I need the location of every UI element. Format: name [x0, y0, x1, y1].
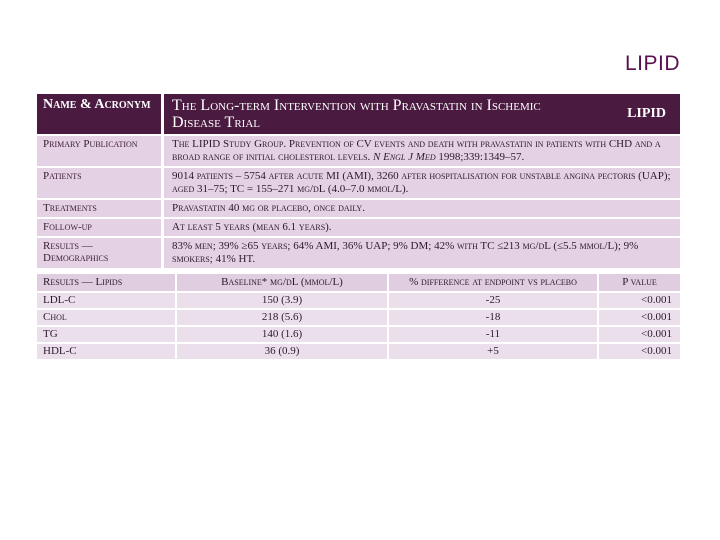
lipids-header-pvalue: P value: [599, 274, 680, 291]
patients-label: Patients: [37, 168, 164, 198]
lipid-pvalue: <0.001: [599, 310, 680, 325]
treatments-value: Pravastatin 40 mg or placebo, once daily.: [164, 200, 680, 217]
followup-row: [37, 219, 680, 236]
publication-journal: N Engl J Med: [373, 151, 436, 163]
table-row: [37, 310, 680, 325]
lipid-baseline: 140 (1.6): [177, 327, 387, 342]
trial-acronym: LIPID: [582, 94, 680, 134]
table-row: [37, 293, 680, 308]
table-row: [37, 344, 680, 359]
patients-value: 9014 patients – 5754 after acute MI (AMI), 3260 after hospitalisation for unstable angina pectoris (UAP); aged 31–75; TC = 155–271 mg/dL (4.0–7.0 mmol/L).: [164, 168, 680, 198]
publication-text: The LIPID Study Group. Prevention of CV events and death with pravastatin in patients with CHD and a broad range of initial cholesterol levels.: [172, 138, 661, 163]
trial-info-table: [37, 92, 680, 270]
lipids-results-table: [35, 272, 682, 361]
table-row: [37, 327, 680, 342]
publication-label: Primary Publication: [37, 136, 164, 166]
demographics-label: Results — Demographics: [37, 238, 164, 268]
lipid-name: Chol: [37, 310, 175, 325]
lipid-name: LDL-C: [37, 293, 175, 308]
lipid-name: HDL-C: [37, 344, 175, 359]
lipids-header-name: Results — Lipids: [37, 274, 175, 291]
publication-value: [164, 136, 680, 166]
lipid-baseline: 150 (3.9): [177, 293, 387, 308]
lipid-pvalue: <0.001: [599, 293, 680, 308]
demographics-value: 83% men; 39% ≥65 years; 64% AMI, 36% UAP; 9% DM; 42% with TC ≤213 mg/dL (≤5.5 mmol/L); 9% smokers; 41% HT.: [164, 238, 680, 268]
lipid-difference: -25: [389, 293, 597, 308]
lipid-baseline: 218 (5.6): [177, 310, 387, 325]
followup-label: Follow-up: [37, 219, 164, 236]
lipid-name: TG: [37, 327, 175, 342]
lipid-pvalue: <0.001: [599, 344, 680, 359]
slide-title: LIPID: [624, 52, 680, 75]
trial-header-row: [37, 94, 680, 134]
lipid-difference: -18: [389, 310, 597, 325]
trial-summary-card: [37, 92, 680, 361]
lipid-pvalue: <0.001: [599, 327, 680, 342]
publication-row: [37, 136, 680, 166]
followup-value: At least 5 years (mean 6.1 years).: [164, 219, 680, 236]
lipids-header-row: [37, 274, 680, 291]
patients-row: [37, 168, 680, 198]
lipids-header-baseline: Baseline* mg/dL (mmol/L): [177, 274, 387, 291]
trial-title: The Long-term Intervention with Pravastatin in Ischemic Disease Trial: [164, 94, 582, 134]
lipid-difference: -11: [389, 327, 597, 342]
lipids-header-difference: % difference at endpoint vs placebo: [389, 274, 597, 291]
demographics-row: [37, 238, 680, 268]
lipid-difference: +5: [389, 344, 597, 359]
treatments-label: Treatments: [37, 200, 164, 217]
name-acronym-label: Name & Acronym: [37, 94, 164, 134]
publication-citation: 1998;339:1349–57.: [435, 151, 525, 163]
lipid-baseline: 36 (0.9): [177, 344, 387, 359]
treatments-row: [37, 200, 680, 217]
